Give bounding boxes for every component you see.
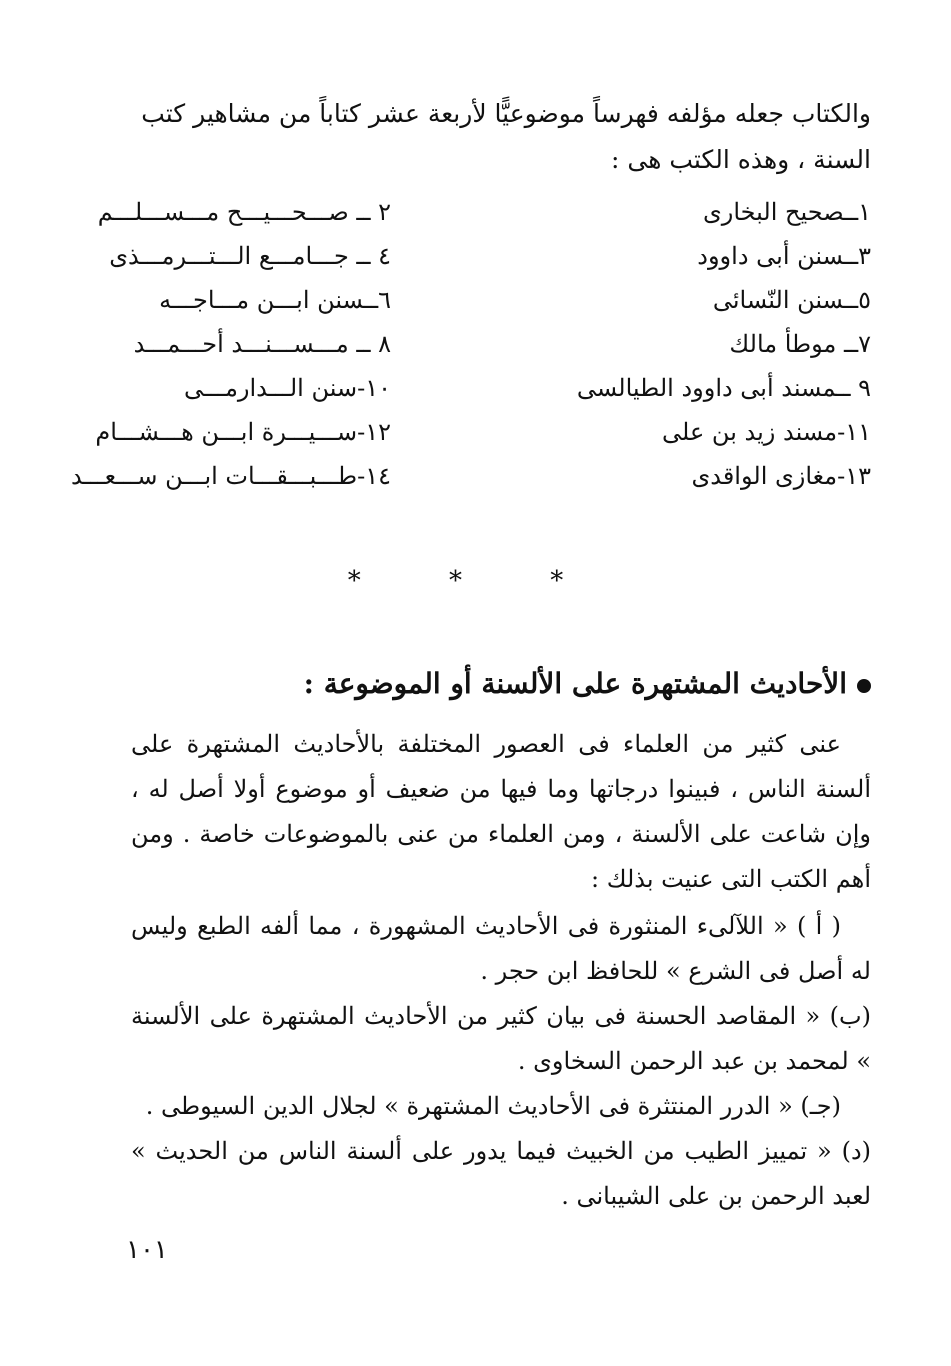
book-item: ١٢-ســـيـــرة ابـــن هـــشـــام: [95, 418, 391, 446]
book-item: ١ــصحيح البخارى: [702, 198, 871, 226]
intro-line-1: والكتاب جعله مؤلفه فهرساً موضوعيًّا لأربعة عشر كتاباً من مشاهير كتب: [141, 99, 871, 128]
book-item: ١١-مسند زيد بن على: [662, 418, 871, 446]
intro-line-2: السنة ، وهذه الكتب هى :: [611, 145, 871, 174]
reference-item: ( أ ) « اللآلىء المنثورة فى الأحاديث المشهورة ، مما ألفه الطبع وليس له أصل فى الشرع » للحافظ ابن حجر .: [131, 912, 871, 985]
book-item: ١٣-مغازى الواقدى: [691, 462, 871, 490]
book-item: ٩ ــمسند أبى داوود الطيالسى: [576, 374, 871, 402]
section-heading-text: الأحاديث المشتهرة على الألسنة أو الموضوعة :: [303, 667, 847, 700]
book-item: ٥ــسنن النّسائى: [712, 286, 871, 314]
book-row: [70, 456, 871, 500]
section-paragraph: عنى كثير من العلماء فى العصور المختلفة بالأحاديث المشتهرة على ألسنة الناس ، فبينوا درجاتها وما فيها من ضعيف أو موضوع أولا أصل له ، وإن شاعت على الألسنة ، ومن العلماء من عنى بالموضوعات خاصة . ومن أهم الكتب التى عنيت بذلك :: [131, 730, 871, 893]
book-row: [97, 192, 871, 236]
books-list: [70, 192, 871, 500]
book-item: ١٠-سنن الـــدارمـــى: [183, 374, 391, 402]
book-row: [131, 368, 871, 412]
reference-item: (د) « تمييز الطيب من الخبيث فيما يدور على ألسنة الناس من الحديث » لعبد الرحمن بن على الشيبانى .: [131, 1137, 871, 1210]
bullet-icon: [857, 679, 871, 693]
book-item: ١٤-طـــبـــقـــات ابـــن ســـعـــد: [70, 462, 391, 490]
book-row: [95, 412, 871, 456]
book-row: [131, 280, 871, 324]
references-list: [131, 904, 871, 1219]
section-heading: [304, 664, 871, 704]
book-item: ٦ــسنن ابـــن مـــاجـــه: [159, 286, 391, 314]
reference-item: (جـ) « الدرر المنتثرة فى الأحاديث المشتهرة » لجلال الدين السيوطى .: [145, 1092, 841, 1120]
book-item: ٧ــ موطأ مالك: [729, 330, 871, 358]
book-item: ٤ ــ جـــامـــع الـــتـــرمـــذى: [109, 242, 391, 270]
page-number: ١٠١: [126, 1235, 168, 1265]
section-separator: * * *: [347, 566, 604, 596]
book-row: [131, 324, 871, 368]
book-item: ٨ ــ مـــســـنـــد أحـــمـــد: [133, 330, 391, 358]
book-item: ٣ــسنن أبى داوود: [697, 242, 871, 270]
reference-item: (ب) « المقاصد الحسنة فى بيان كثير من الأحاديث المشتهرة على الألسنة » لمحمد بن عبد الرحمن السخاوى .: [131, 1002, 871, 1075]
book-item: ٢ ــ صـــحـــيـــح مـــســـلـــم: [97, 198, 391, 226]
book-row: [109, 236, 871, 280]
